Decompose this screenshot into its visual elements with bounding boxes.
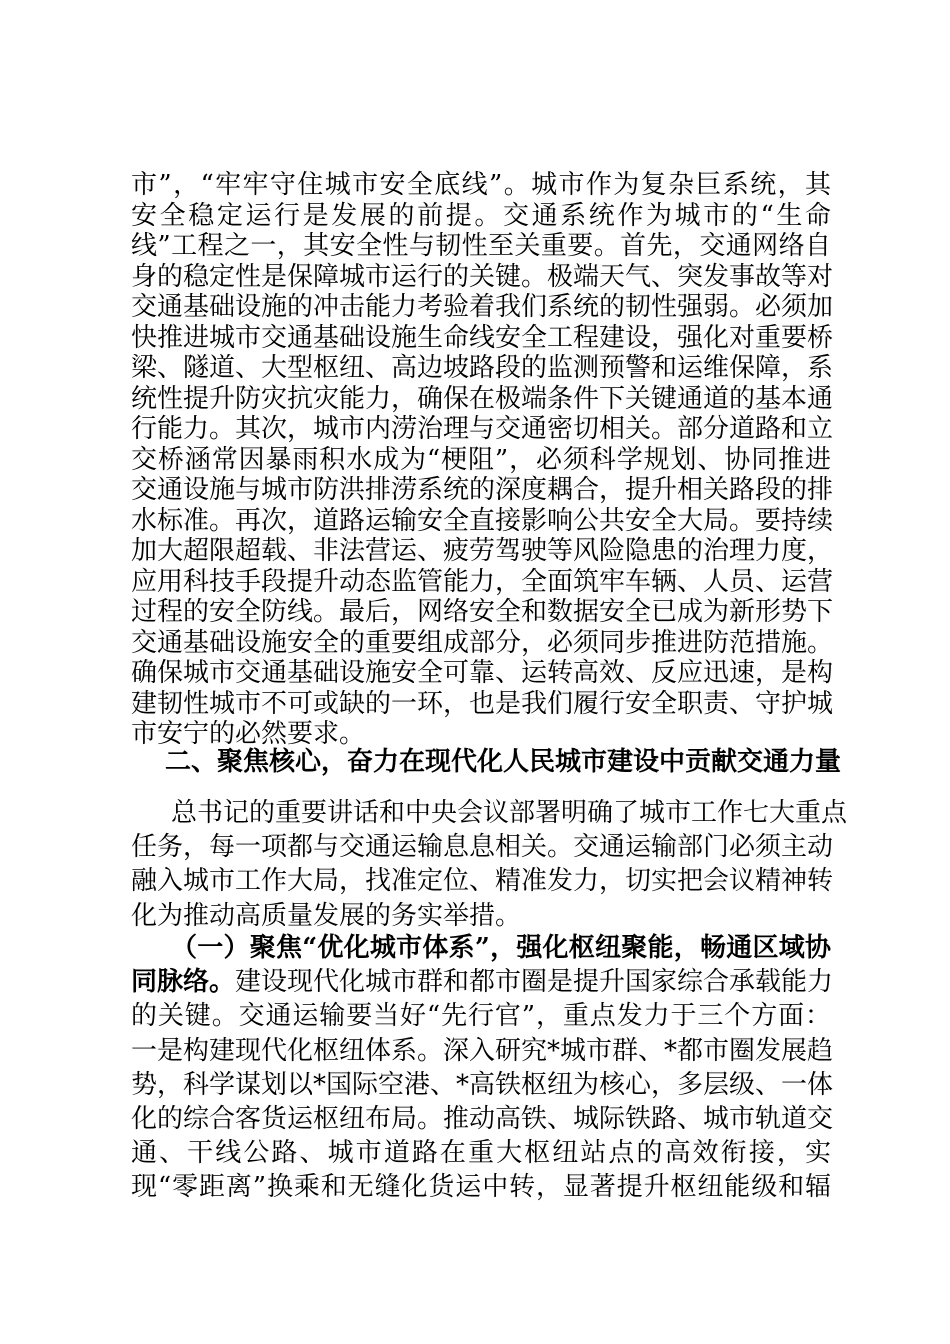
- text-line: 线”工程之一，其安全性与韧性至关重要。首先，交通网络自: [131, 231, 831, 261]
- text-line: 市”，“牢牢守住城市安全底线”。城市作为复杂巨系统，其: [131, 170, 831, 200]
- text-line: 梁、隧道、大型枢纽、高边坡路段的监测预警和运维保障，系: [131, 353, 834, 383]
- text-line: [131, 965, 834, 999]
- section-heading: 二、聚焦核心，奋力在现代化人民城市建设中贡献交通力量: [165, 747, 842, 777]
- text-line: 交桥涵常因暴雨积水成为“梗阻”，必须科学规划、协同推进: [131, 444, 831, 475]
- text-line: 统性提升防灾抗灾能力，确保在极端条件下关键通道的基本通: [131, 383, 834, 414]
- text-line: 身的稳定性是保障城市运行的关键。极端天气、突发事故等对: [131, 261, 834, 292]
- text-line: 交通设施与城市防洪排涝系统的深度耦合，提升相关路段的排: [131, 475, 834, 505]
- text-line: 加大超限超载、非法营运、疲劳驾驶等风险隐患的治理力度，: [131, 536, 834, 566]
- text-line: 现“零距离”换乘和无缝化货运中转，显著提升枢纽能级和辐: [131, 1172, 831, 1203]
- text-line: 交通基础设施安全的重要组成部分，必须同步推进防范措施。: [131, 627, 834, 658]
- text-line: 快推进城市交通基础设施生命线安全工程建设，强化对重要桥: [131, 322, 834, 353]
- text-line: 应用科技手段提升动态监管能力，全面筑牢车辆、人员、运营: [131, 566, 834, 597]
- text-line: 建韧性城市不可或缺的一环，也是我们履行安全职责、守护城: [131, 688, 834, 719]
- subsection-heading: （一）聚焦“优化城市体系”，强化枢纽聚能，畅通区域协: [171, 933, 831, 963]
- text-line: 任务，每一项都与交通运输息息相关。交通运输部门必须主动: [131, 832, 834, 863]
- text-line: 通、干线公路、城市道路在重大枢纽站点的高效衔接，实: [131, 1138, 831, 1169]
- text-line: 一是构建现代化枢纽体系。深入研究*城市群、*都市圈发展趋: [131, 1035, 834, 1066]
- text-line: 交通基础设施的冲击能力考验着我们系统的韧性强弱。必须加: [131, 292, 834, 322]
- text-line: 水标准。再次，道路运输安全直接影响公共安全大局。要持续: [131, 505, 834, 536]
- text-line: 融入城市工作大局，找准定位、精准发力，切实把会议精神转: [131, 866, 834, 897]
- text-line: 势，科学谋划以*国际空港、*高铁枢纽为核心，多层级、一体: [131, 1069, 834, 1100]
- text-span: 建设现代化城市群和都市圈是提升国家综合承载能力: [235, 967, 834, 998]
- text-line: 市安宁的必然要求。: [131, 719, 366, 749]
- text-line: 行能力。其次，城市内涝治理与交通密切相关。部分道路和立: [131, 414, 834, 444]
- subsection-heading-end: 同脉络。: [131, 967, 236, 998]
- text-line: 过程的安全防线。最后，网络安全和数据安全已成为新形势下: [131, 597, 834, 627]
- text-line: 总书记的重要讲话和中央会议部署明确了城市工作七大重点: [171, 798, 848, 828]
- text-line: 化为推动高质量发展的务实举措。: [131, 900, 522, 931]
- text-line: 化的综合客货运枢纽布局。推动高铁、城际铁路、城市轨道交: [131, 1104, 834, 1134]
- text-line: 确保城市交通基础设施安全可靠、运转高效、反应迅速，是构: [131, 658, 834, 688]
- text-line: 安全稳定运行是发展的前提。交通系统作为城市的“生命: [131, 200, 831, 231]
- text-line: 的关键。交通运输要当好“先行官”，重点发力于三个方面：: [131, 1001, 831, 1032]
